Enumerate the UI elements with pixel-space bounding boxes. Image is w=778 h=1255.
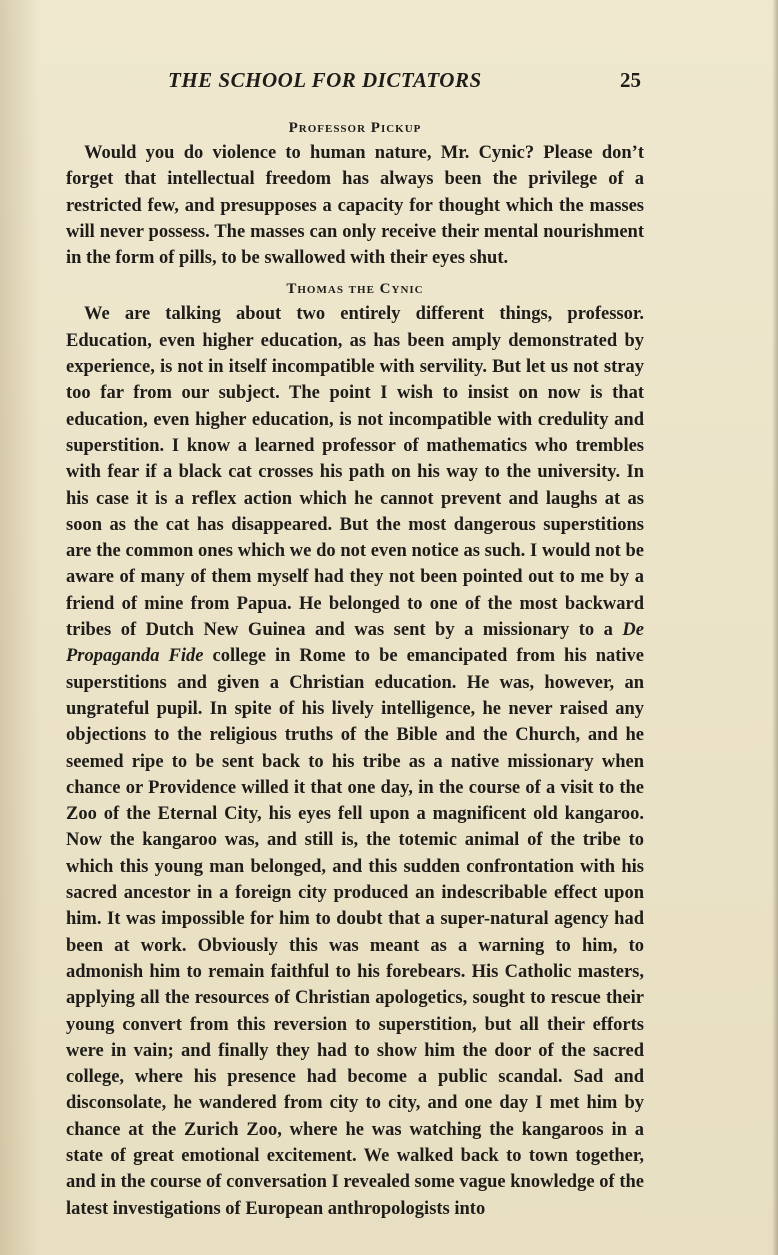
page-number: 25 (620, 68, 641, 92)
speech-paragraph (66, 301, 644, 1221)
speech-text-part: We are talking about two entirely different things, professor. Education, even higher education, as has been amply demonstrated by experience, is not in itself incompatible with servility. But let us not stray too far from our subject. The point I wish to insist on now is that education, even higher education, is not incompatible with credulity and superstition. I know a learned professor of mathematics who trembles with fear if a black cat crosses his path on his way to the university. In his case it is a reflex action which he cannot prevent and laughs at as soon as the cat has disappeared. But the most dangerous superstitions are the common ones which we do not even notice as such. I would not be aware of many of them myself had they not been pointed out to me by a friend of mine from Papua. He belonged to one of the most backward tribes of Dutch New Guinea and was sent by a missionary to a (66, 304, 644, 641)
running-title: THE SCHOOL FOR DICTATORS (168, 68, 482, 92)
page-body (66, 116, 644, 1222)
speech-paragraph: Would you do violence to human nature, Mr. Cynic? Please don’t forget that intellectual freedom has always been the privilege of a restricted few, and presupposes a capacity for thought which the masses will never possess. The masses can only receive their mental nourishment in the form of pills, to be swallowed with their eyes shut. (66, 143, 644, 269)
speaker-name: Thomas the Cynic (286, 281, 424, 298)
page-header (0, 68, 778, 100)
page-edge-shadow (772, 0, 778, 1255)
speaker-name: Professor Pickup (288, 120, 422, 136)
speech-text-part: college in Rome to be emancipated from his native superstitions and given a Christian education. He was, however, an ungrateful pupil. In spite of his lively intelligence, he never raised any objections to the religious truths of the Bible and the Church, and he seemed ripe to be sent back to his tribe as a native missionary when chance or Providence willed it that one day, in the course of a visit to the Zoo of the Eternal City, his eyes fell upon a magnificent old kangaroo. Now the kangaroo was, and still is, the totemic animal of the tribe to which this young man belonged, and this sudden confrontation with his sacred ancestor in a foreign city produced an indescribable effect upon him. It was impossible for him to doubt that a super-natural agency had been at work. Obviously this was meant as a warning to him, to admonish him to remain faithful to his forebears. His Catholic masters, applying all the resources of Christian apologetics, sought to rescue their young convert from this reversion to superstition, but all their efforts were in vain; and finally they had to show him the door of the sacred college, where his presence had become a public scandal. Sad and disconsolate, he wandered from city to city, and one day I met him by chance at the Zurich Zoo, where he was watching the kangaroos in a state of great emotional excitement. We walked back to town together, and in the course of conversation I revealed some vague knowledge of the latest investigations of European anthropologists into (66, 646, 644, 1219)
italic-college-name: De Propaganda Fide (66, 620, 644, 667)
